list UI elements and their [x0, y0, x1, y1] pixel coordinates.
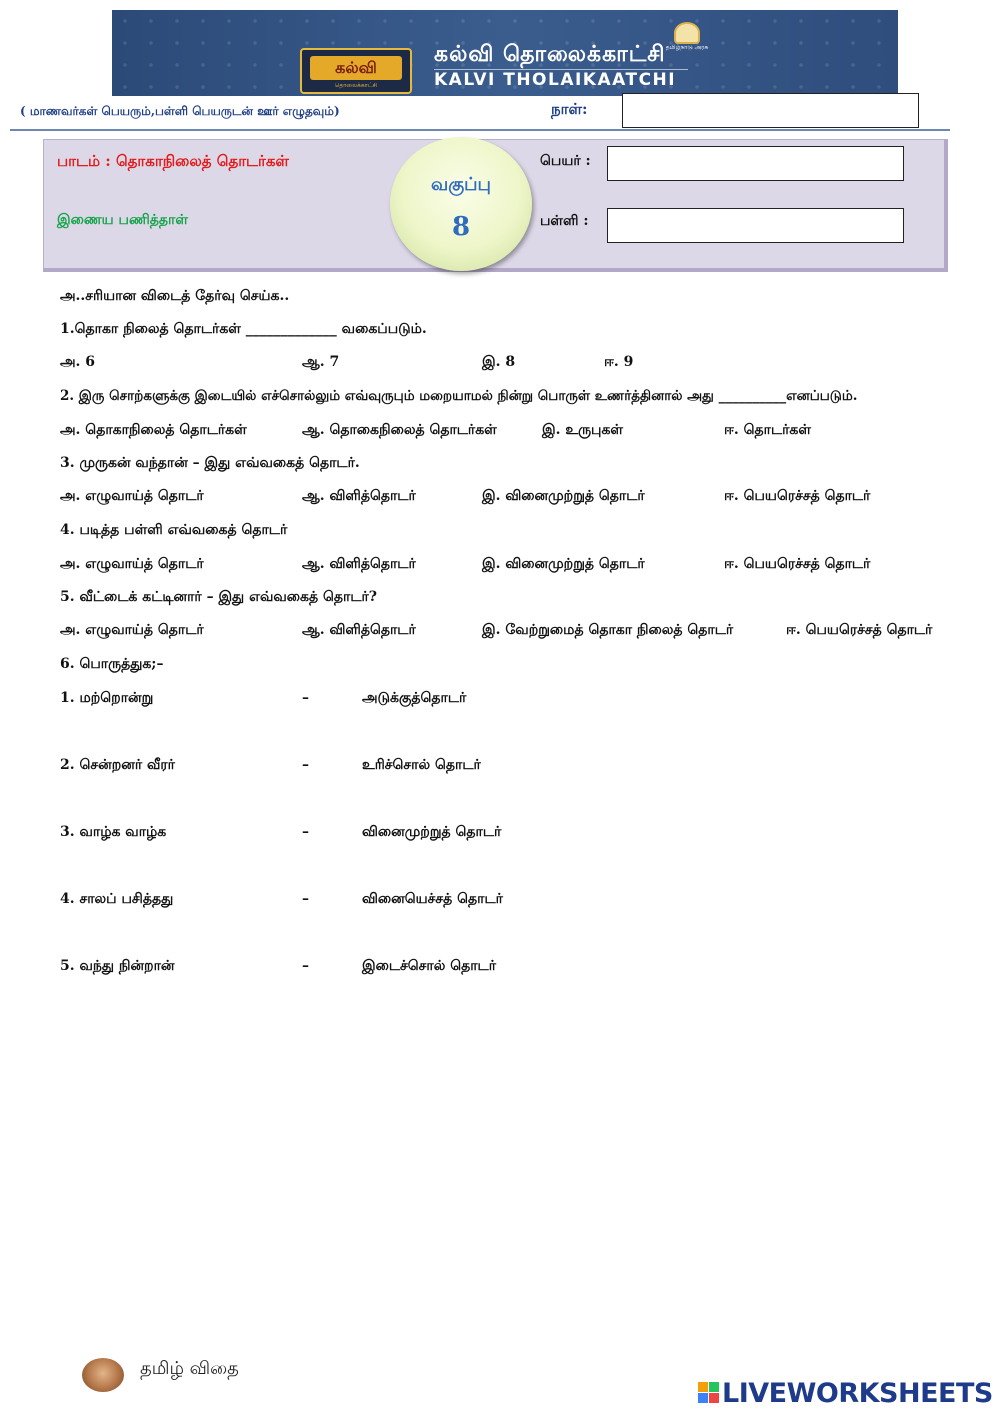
school-label: பள்ளி :	[540, 213, 589, 229]
q4-option-d[interactable]: ஈ. பெயரெச்சத் தொடர்	[724, 556, 871, 572]
question-3: 3. முருகன் வந்தான் – இது எவ்வகைத் தொடர்.	[60, 455, 360, 471]
q5-option-a[interactable]: அ. எழுவாய்த் தொடர்	[60, 622, 204, 638]
question-4: 4. படித்த பள்ளி எவ்வகைத் தொடர்	[60, 522, 288, 538]
question-2: 2. இரு சொற்களுக்கு இடையில் எச்சொல்லும் எவ்வுருபும் மறையாமல் நின்று பொருள் உணர்த்தினால் அது __________எனப்படும்.	[60, 388, 858, 404]
school-input[interactable]	[607, 208, 904, 243]
match-left-3: 3. வாழ்க வாழ்க	[60, 824, 167, 840]
class-label: வகுப்பு	[431, 174, 491, 195]
q1-option-a[interactable]: அ. 6	[60, 354, 96, 370]
header-banner	[112, 10, 898, 96]
match-right-4[interactable]: வினையெச்சத் தொடர்	[362, 891, 503, 907]
header-divider	[10, 129, 950, 131]
q3-option-b[interactable]: ஆ. விளித்தொடர்	[302, 488, 416, 504]
class-number: 8	[451, 212, 471, 242]
kalvi-logo	[300, 48, 412, 94]
logo-subtext: தொலைக்காட்சி	[334, 82, 378, 89]
match-left-1: 1. மற்றொன்று	[60, 690, 154, 706]
q4-option-a[interactable]: அ. எழுவாய்த் தொடர்	[60, 556, 204, 572]
q1-option-d[interactable]: ஈ. 9	[604, 354, 634, 370]
liveworksheets-logo-icon	[698, 1382, 720, 1404]
name-input[interactable]	[607, 146, 904, 181]
question-5: 5. வீட்டைக் கட்டினார் – இது எவ்வகைத் தொடர்?	[60, 589, 377, 605]
tn-emblem-icon	[674, 22, 700, 44]
instruction-text: ( மாணவர்கள் பெயரும்,பள்ளி பெயருடன் ஊர் எழுதவும்)	[20, 104, 340, 118]
q2-option-d[interactable]: ஈ. தொடர்கள்	[724, 422, 811, 438]
q5-option-c[interactable]: இ. வேற்றுமைத் தொகா நிலைத் தொடர்	[482, 622, 734, 638]
match-dash-5: –	[302, 958, 309, 974]
match-right-1[interactable]: அடுக்குத்தொடர்	[362, 690, 467, 706]
date-label: நாள்:	[551, 100, 588, 118]
q2-option-b[interactable]: ஆ. தொகைநிலைத் தொடர்கள்	[302, 422, 497, 438]
match-right-3[interactable]: வினைமுற்றுத் தொடர்	[362, 824, 502, 840]
match-dash-2: –	[302, 757, 309, 773]
q2-option-c[interactable]: இ. உருபுகள்	[542, 422, 624, 438]
class-badge	[390, 137, 532, 271]
footer-brand: தமிழ் விதை	[140, 1358, 239, 1379]
name-label: பெயர் :	[540, 153, 591, 169]
match-dash-1: –	[302, 690, 309, 706]
q5-option-d[interactable]: ஈ. பெயரெச்சத் தொடர்	[786, 622, 933, 638]
match-right-5[interactable]: இடைச்சொல் தொடர்	[362, 958, 497, 974]
liveworksheets-logo-text[interactable]: LIVEWORKSHEETS	[722, 1378, 993, 1409]
date-input[interactable]	[622, 93, 919, 128]
q1-option-b[interactable]: ஆ. 7	[302, 354, 340, 370]
section-title: அ..சரியான விடைத் தேர்வு செய்க..	[60, 288, 290, 304]
subject-title: பாடம் : தொகாநிலைத் தொடர்கள்	[57, 152, 289, 170]
banner-title-english: KALVI THOLAIKAATCHI	[434, 70, 677, 90]
question-1: 1.தொகா நிலைத் தொடர்கள் _____________ வகைப்படும்.	[60, 321, 427, 337]
banner-title-tamil: கல்வி தொலைக்காட்சி	[434, 42, 666, 67]
q4-option-b[interactable]: ஆ. விளித்தொடர்	[302, 556, 416, 572]
q5-option-b[interactable]: ஆ. விளித்தொடர்	[302, 622, 416, 638]
emblem-caption: தமிழ்நாடு அரசு	[665, 44, 709, 51]
match-left-4: 4. சாலப் பசித்தது	[60, 891, 174, 907]
match-left-2: 2. சென்றனர் வீரர்	[60, 757, 175, 773]
logo-text: கல்வி	[310, 56, 402, 80]
match-left-5: 5. வந்து நின்றான்	[60, 958, 175, 974]
match-dash-4: –	[302, 891, 309, 907]
q3-option-c[interactable]: இ. வினைமுற்றுத் தொடர்	[482, 488, 645, 504]
worksheet-type: இணைய பணித்தாள்	[57, 212, 188, 228]
match-title: 6. பொருத்துக;–	[60, 656, 164, 672]
match-right-2[interactable]: உரிச்சொல் தொடர்	[362, 757, 481, 773]
q4-option-c[interactable]: இ. வினைமுற்றுத் தொடர்	[482, 556, 645, 572]
q2-option-a[interactable]: அ. தொகாநிலைத் தொடர்கள்	[60, 422, 247, 438]
match-dash-3: –	[302, 824, 309, 840]
q1-option-c[interactable]: இ. 8	[482, 354, 516, 370]
q3-option-d[interactable]: ஈ. பெயரெச்சத் தொடர்	[724, 488, 871, 504]
author-avatar	[82, 1358, 124, 1392]
q3-option-a[interactable]: அ. எழுவாய்த் தொடர்	[60, 488, 204, 504]
